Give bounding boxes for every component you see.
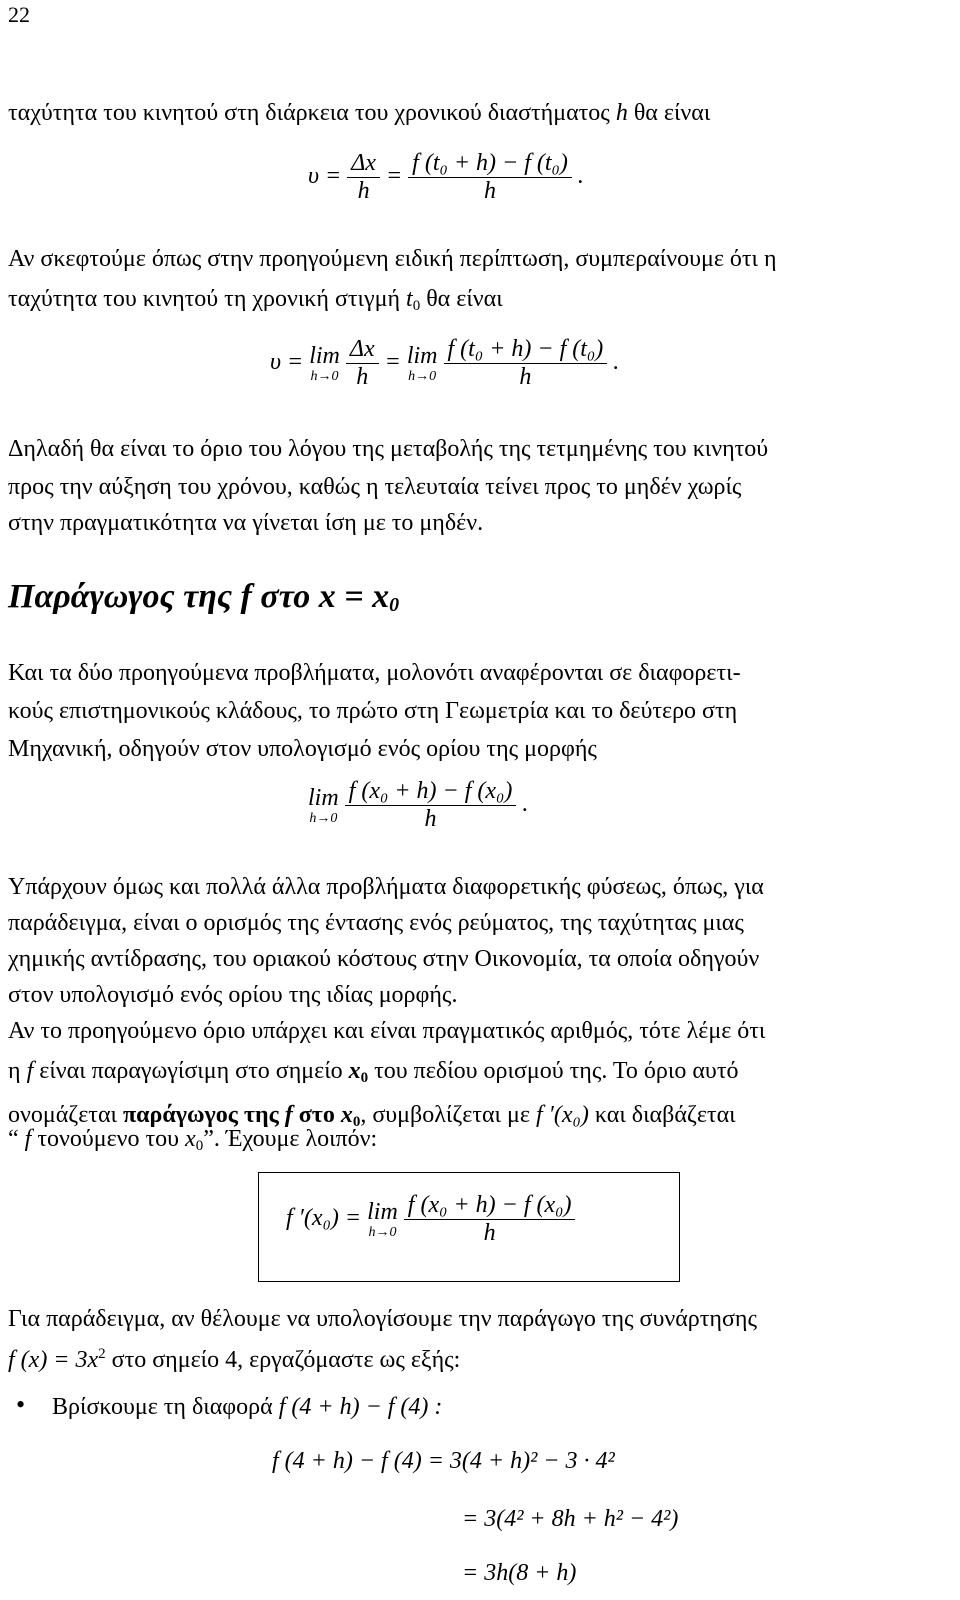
limit <box>309 344 340 384</box>
fraction <box>346 336 379 391</box>
difference-quotient-limit <box>308 778 528 833</box>
calc-line: = 3h(8 + h) <box>462 1560 577 1586</box>
text: ονομάζεται <box>8 1102 117 1128</box>
paragraph-line <box>8 1058 738 1087</box>
definition-term: x <box>340 1102 353 1128</box>
paragraph-line: κούς επιστημονικούς κλάδους, το πρώτο στη Γεωμετρία και το δεύτερο στη <box>8 698 738 724</box>
function-expression: f (x) = 3x <box>8 1347 99 1373</box>
limit-subscript: h→0 <box>309 810 338 826</box>
fraction-denominator: h <box>484 178 497 204</box>
calc-line: = 3(4² + 8h + h² − 4²) <box>462 1506 679 1532</box>
subscript: 0 <box>352 1114 361 1130</box>
paragraph-line: Αν το προηγούμενο όριο υπάρχει και είναι πραγματικός αριθμός, τότε λέμε ότι <box>8 1018 766 1044</box>
expression: f (4 + h) − f (4) : <box>278 1394 443 1420</box>
text: ”. Έχουμε λοιπόν: <box>203 1126 378 1152</box>
variable: h <box>615 100 628 126</box>
definition-term: f <box>284 1102 293 1128</box>
heading-variable: f <box>240 578 252 615</box>
velocity-average-equation <box>308 150 584 205</box>
fraction-numerator: f (x₀ + h) − f (x₀) <box>404 1192 576 1220</box>
fraction <box>444 336 608 391</box>
heading-text: στο <box>260 578 311 615</box>
paragraph-line: Για παράδειγμα, αν θέλουμε να υπολογίσουμε την παράγωγο της συνάρτησης <box>8 1306 757 1332</box>
fraction-denominator: h <box>356 364 369 390</box>
superscript: 2 <box>98 1346 106 1362</box>
heading-text: Παράγωγος της <box>8 578 233 615</box>
text: στο σημείο 4, εργαζόμαστε ως εξής: <box>111 1347 461 1373</box>
section-heading <box>8 578 399 617</box>
fraction-denominator: h <box>357 178 370 204</box>
fraction-denominator: h <box>483 1220 496 1246</box>
text: του πεδίου ορισμού της. Το όριο αυτό <box>374 1058 739 1084</box>
fraction-numerator: f (x₀ + h) − f (x₀) <box>345 778 517 806</box>
period: . <box>522 791 529 818</box>
fraction-numerator: f (t₀ + h) − f (t₀) <box>444 336 608 364</box>
paragraph-line: προς την αύξηση του χρόνου, καθώς η τελευταία τείνει προς το μηδέν χωρίς <box>8 474 742 500</box>
text: θα είναι <box>426 286 503 312</box>
text: Βρίσκουμε τη διαφορά <box>52 1394 273 1420</box>
calc-line: f (4 + h) − f (4) = 3(4 + h)² − 3 · 4² <box>272 1448 615 1474</box>
page-number: 22 <box>8 2 30 27</box>
eq-sign: = <box>384 349 401 376</box>
limit-subscript: h→0 <box>368 1224 397 1240</box>
fraction <box>347 150 380 205</box>
eq-lhs: υ <box>308 163 320 190</box>
paragraph-line: χημικής αντίδρασης, του οριακού κόστους στην Οικονομία, τα οποία οδηγούν <box>8 946 760 972</box>
text: , συμβολίζεται με <box>360 1102 530 1128</box>
fraction-numerator: Δx <box>347 150 380 178</box>
fraction <box>345 778 517 833</box>
paragraph-line: Αν σκεφτούμε όπως στην προηγούμενη ειδική περίπτωση, συμπεραίνουμε ότι η <box>8 246 777 272</box>
definition-term: στο <box>298 1102 335 1128</box>
fraction <box>404 1192 576 1247</box>
fraction-denominator: h <box>519 364 532 390</box>
limit-operator: lim <box>367 1198 398 1225</box>
text: είναι παραγωγίσιμη στο σημείο <box>39 1058 343 1084</box>
subscript: 0 <box>195 1138 204 1154</box>
limit <box>407 344 438 384</box>
text: και διαβάζεται <box>594 1102 736 1128</box>
velocity-limit-equation <box>270 336 619 391</box>
variable: f <box>26 1058 34 1084</box>
limit-operator: lim <box>308 784 339 811</box>
fraction-denominator: h <box>424 806 437 832</box>
paragraph-line: Υπάρχουν όμως και πολλά άλλα προβλήματα διαφορετικής φύσεως, όπως, για <box>8 874 764 900</box>
limit-subscript: h→0 <box>310 368 339 384</box>
text: ταχύτητα του κινητού στη διάρκεια του χρονικού διαστήματος <box>8 100 610 126</box>
fraction <box>408 150 572 205</box>
limit-subscript: h→0 <box>408 368 437 384</box>
subscript: 0 <box>389 594 400 616</box>
derivative-symbol: f ′(x₀) <box>535 1102 589 1128</box>
definition-term: παράγωγος της <box>122 1102 279 1128</box>
paragraph-line <box>8 100 710 127</box>
fraction-numerator: f (t₀ + h) − f (t₀) <box>408 150 572 178</box>
eq-sign: = <box>325 163 342 190</box>
limit-operator: lim <box>309 342 340 369</box>
text: ταχύτητα του κινητού τη χρονική στιγμή <box>8 286 401 312</box>
paragraph-line <box>8 1126 377 1155</box>
limit-operator: lim <box>406 342 438 369</box>
text: η <box>8 1058 21 1084</box>
variable: f <box>24 1126 32 1152</box>
paragraph-line: Και τα δύο προηγούμενα προβλήματα, μολονότι αναφέρονται σε διαφορετι- <box>8 660 741 686</box>
paragraph-line <box>8 1346 460 1374</box>
fraction-numerator: Δx <box>346 336 379 364</box>
derivative-definition <box>286 1192 575 1247</box>
paragraph-line <box>8 286 503 315</box>
bullet-icon: • <box>16 1390 26 1419</box>
text: θα είναι <box>633 100 711 126</box>
limit <box>308 786 339 826</box>
heading-formula: x = x <box>318 578 390 615</box>
paragraph-line: Μηχανική, οδηγούν στον υπολογισμό ενός ορίου της μορφής <box>8 736 597 762</box>
variable: t <box>406 286 413 312</box>
subscript: 0 <box>360 1070 369 1086</box>
paragraph-line: Δηλαδή θα είναι το όριο του λόγου της μεταβολής της τετμημένης του κινητού <box>8 436 769 462</box>
paragraph-line: παράδειγμα, είναι ο ορισμός της έντασης ενός ρεύματος, της ταχύτητας μιας <box>8 910 744 936</box>
period: . <box>613 349 620 376</box>
eq-sign: = <box>287 349 304 376</box>
eq-sign: = <box>385 163 403 190</box>
quote-mark: “ <box>8 1126 19 1152</box>
variable: x <box>348 1058 361 1084</box>
eq-sign: = <box>344 1205 362 1232</box>
limit <box>367 1200 398 1240</box>
variable: x <box>185 1126 196 1152</box>
eq-lhs: f ′(x₀) <box>286 1205 339 1232</box>
eq-lhs: υ <box>270 349 282 376</box>
paragraph-line: στην πραγματικότητα να γίνεται ίση με το μηδέν. <box>8 510 484 536</box>
paragraph-line: στον υπολογισμό ενός ορίου της ιδίας μορφής. <box>8 982 458 1008</box>
text: τονούμενο του <box>37 1126 180 1152</box>
bullet-item <box>52 1394 442 1421</box>
subscript: 0 <box>412 298 421 314</box>
period: . <box>577 163 584 190</box>
